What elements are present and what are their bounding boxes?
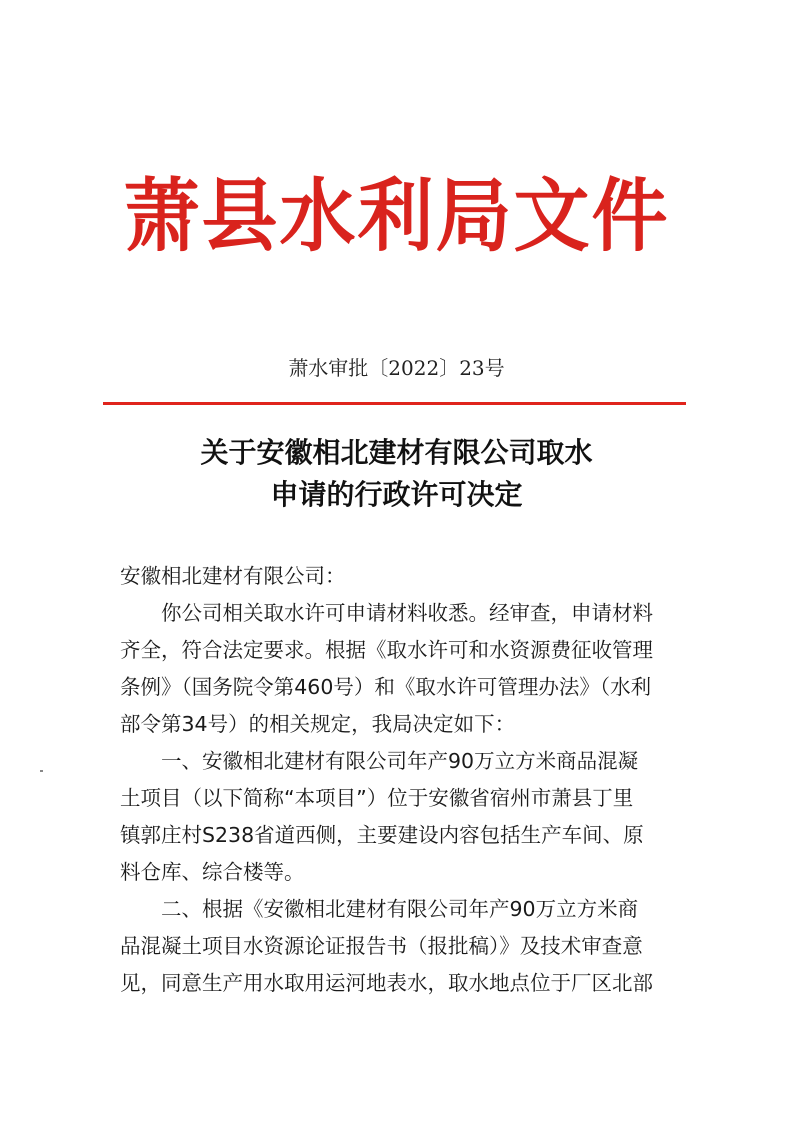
- body-line: 你公司相关取水许可申请材料收悉。经审查，申请材料: [161, 601, 653, 625]
- body-line: 料仓库、综合楼等。: [120, 860, 305, 884]
- body-line: 二、根据《安徽相北建材有限公司年产90万立方米商: [161, 897, 639, 921]
- document-number: 萧水审批〔2022〕23号: [288, 356, 505, 380]
- body-line: 镇郭庄村S238省道西侧，主要建设内容包括生产车间、原: [120, 823, 644, 847]
- title-line-1: 关于安徽相北建材有限公司取水: [200, 436, 593, 469]
- scan-speck: [40, 770, 43, 772]
- masthead-title: 萧县水利局文件: [123, 168, 670, 263]
- document-title: [0, 432, 793, 516]
- body-line: 一、安徽相北建材有限公司年产90万立方米商品混凝: [161, 749, 639, 773]
- body-line: 见，同意生产用水取用运河地表水，取水地点位于厂区北部: [120, 971, 653, 995]
- body-line: 齐全，符合法定要求。根据《取水许可和水资源费征收管理: [120, 638, 653, 662]
- body-line: 土项目（以下简称“本项目”）位于安徽省宿州市萧县丁里: [120, 786, 634, 810]
- red-divider-rule: [103, 402, 686, 405]
- title-line-2: 申请的行政许可决定: [270, 478, 523, 511]
- addressee: 安徽相北建材有限公司：: [120, 564, 346, 588]
- body-line: 品混凝土项目水资源论证报告书（报批稿）》及技术审查意: [120, 934, 643, 958]
- document-body: [120, 558, 680, 1002]
- body-line: 部令第34号）的相关规定，我局决定如下：: [120, 712, 516, 736]
- body-line: 条例》（国务院令第460号）和《取水许可管理办法》（水利: [120, 675, 652, 699]
